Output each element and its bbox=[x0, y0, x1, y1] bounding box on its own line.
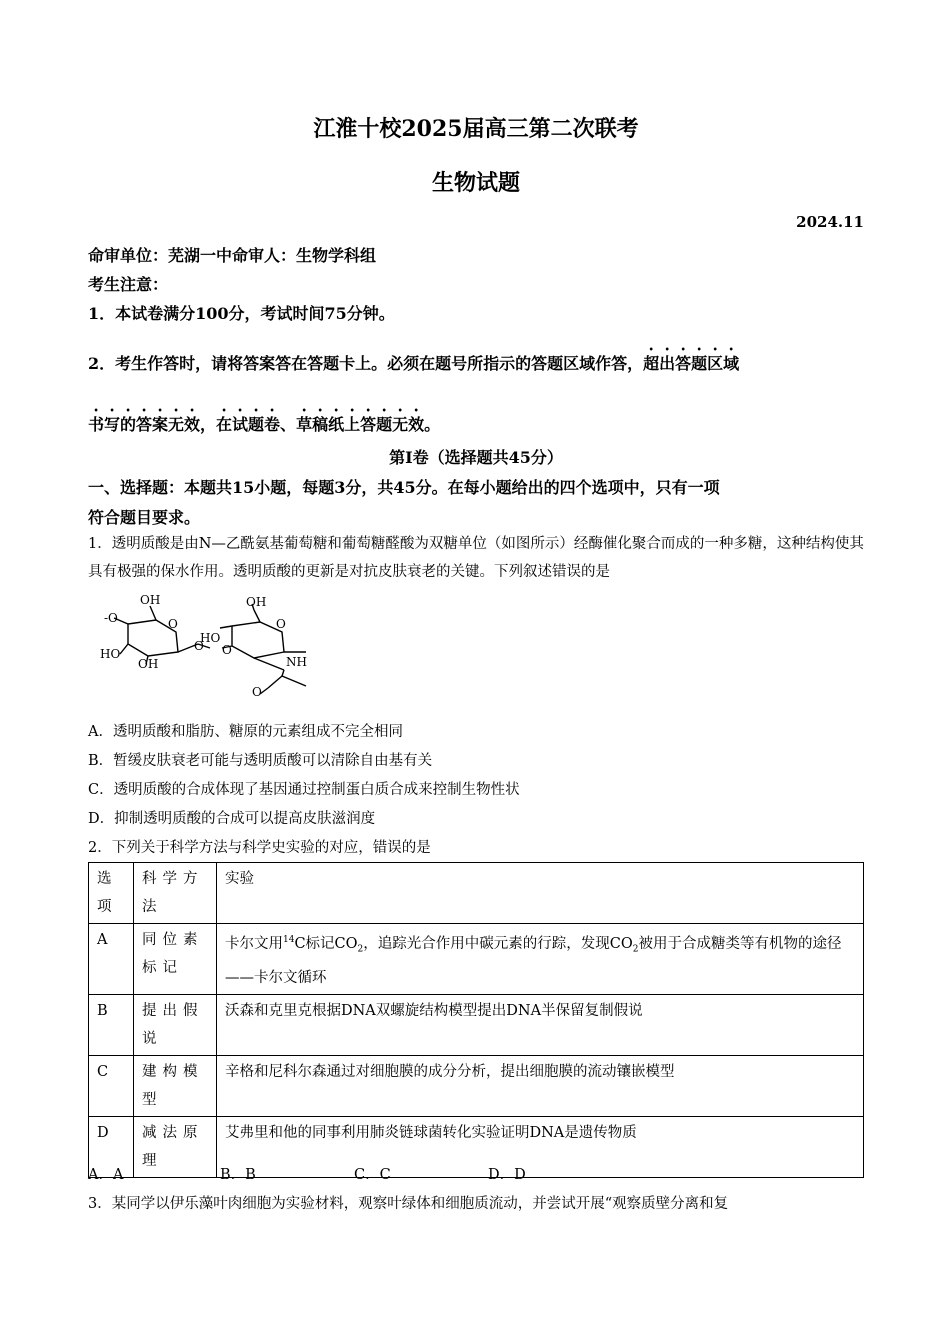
header-experiment: 实验 bbox=[217, 863, 864, 924]
notice-text: ， bbox=[200, 415, 217, 434]
notice-text: 、 bbox=[280, 415, 297, 434]
part1-instructions-2: 符合题目要求。 bbox=[88, 508, 201, 527]
table-row bbox=[89, 1055, 864, 1116]
notice-label: 考生注意： bbox=[88, 275, 169, 294]
row-experiment: 艾弗里和他的同事利用肺炎链球菌转化实验证明DNA是遗传物质 bbox=[217, 1116, 864, 1177]
notice-item-2-line1 bbox=[88, 344, 739, 374]
q1-option-c: C．透明质酸的合成体现了基因通过控制蛋白质合成来控制生物性状 bbox=[88, 782, 520, 798]
notice-item-2-line2 bbox=[88, 405, 440, 435]
hyaluronic-acid-structure bbox=[92, 592, 362, 702]
structure-label-nh: NH bbox=[286, 655, 307, 669]
emphasis-text: 草稿纸上答题无效 bbox=[296, 415, 425, 434]
q2-answer-b: B．B bbox=[220, 1167, 256, 1183]
table-row bbox=[89, 924, 864, 995]
exp-text: 卡尔文用 bbox=[225, 935, 283, 952]
emphasis-text: 在试题卷 bbox=[216, 415, 281, 434]
structure-label-oh: OH bbox=[140, 593, 161, 607]
q2-answer-d: D．D bbox=[488, 1167, 526, 1183]
table-header-row bbox=[89, 863, 864, 924]
q1-option-b: B．暂缓皮肤衰老可能与透明质酸可以清除自由基有关 bbox=[88, 753, 433, 769]
q2-table bbox=[88, 862, 864, 1178]
structure-label-ho: HO bbox=[200, 631, 221, 645]
exp-sub: 2 bbox=[632, 944, 639, 955]
exp-sub: 2 bbox=[357, 944, 364, 955]
header-option: 选项 bbox=[89, 863, 134, 924]
structure-label-ho: HO bbox=[100, 647, 121, 661]
structure-label-minus: - bbox=[104, 611, 109, 625]
q1-option-d: D．抑制透明质酸的合成可以提高皮肤滋润度 bbox=[88, 811, 376, 827]
header-method: 科学方法 bbox=[134, 863, 217, 924]
structure-label-bridge-o: O bbox=[194, 639, 204, 653]
structure-label-ring-o: O bbox=[168, 617, 178, 631]
exam-title: 江淮十校2025届高三第二次联考 bbox=[313, 116, 639, 142]
structure-label-o: O bbox=[108, 611, 118, 625]
exp-sup: 14 bbox=[283, 935, 295, 945]
emphasis-text: 书写的答案无效 bbox=[88, 415, 201, 434]
structure-label-oh: OH bbox=[246, 595, 267, 609]
row-experiment bbox=[217, 924, 864, 995]
exam-date: 2024.11 bbox=[796, 213, 864, 231]
structure-label-link-o: O bbox=[222, 643, 232, 657]
question-3-stem: 3．某同学以伊乐藻叶肉细胞为实验材料，观察叶绿体和细胞质流动，并尝试开展“观察质壁分离和复 bbox=[88, 1196, 729, 1212]
row-method: 减法原理 bbox=[134, 1116, 217, 1177]
row-method: 建构模型 bbox=[134, 1055, 217, 1116]
q2-answer-a: A．A bbox=[88, 1167, 124, 1183]
row-option: C bbox=[89, 1055, 134, 1116]
notice-text: 2．考生作答时，请将答案答在答题卡上。必须在题号所指示的答题区域作答， bbox=[88, 354, 644, 373]
volume-heading: 第I卷（选择题共45分） bbox=[389, 448, 563, 467]
exp-text: 被用于合成糖类等有机物的途径——卡尔文循环 bbox=[225, 935, 842, 986]
row-method: 提出假说 bbox=[134, 994, 217, 1055]
emphasis-text: 超出答题区域 bbox=[643, 354, 740, 373]
subject-title: 生物试题 bbox=[431, 170, 520, 196]
question-2-stem: 2．下列关于科学方法与科学史实验的对应，错误的是 bbox=[88, 840, 431, 856]
row-option: D bbox=[89, 1116, 134, 1177]
exp-text: ，追踪光合作用中碳元素的行踪，发现CO bbox=[363, 935, 633, 952]
structure-label-ring-o: O bbox=[276, 617, 286, 631]
row-experiment: 辛格和尼科尔森通过对细胞膜的成分分析，提出细胞膜的流动镶嵌模型 bbox=[217, 1055, 864, 1116]
row-option: B bbox=[89, 994, 134, 1055]
row-option: A bbox=[89, 924, 134, 995]
row-experiment: 沃森和克里克根据DNA双螺旋结构模型提出DNA半保留复制假说 bbox=[217, 994, 864, 1055]
row-method: 同位素标记 bbox=[134, 924, 217, 995]
compiler-line: 命审单位：芜湖一中命审人：生物学科组 bbox=[88, 246, 377, 265]
notice-item-1: 1．本试卷满分100分，考试时间75分钟。 bbox=[88, 304, 395, 323]
q2-answer-c: C．C bbox=[354, 1167, 391, 1183]
structure-label-carbonyl-o: O bbox=[252, 685, 262, 699]
notice-text: 。 bbox=[424, 415, 441, 434]
table-row bbox=[89, 1116, 864, 1177]
part1-instructions-1: 一、选择题：本题共15小题，每题3分，共45分。在每小题给出的四个选项中，只有一项 bbox=[88, 478, 720, 497]
exp-text: C标记CO bbox=[294, 935, 358, 952]
q1-option-a: A．透明质酸和脂肪、糖原的元素组成不完全相同 bbox=[88, 724, 403, 740]
structure-label-oh: OH bbox=[138, 657, 159, 671]
question-1-stem: 1．透明质酸是由N—乙酰氨基葡萄糖和葡萄糖醛酸为双糖单位（如图所示）经酶催化聚合而成的一种多糖，这种结构使其具有极强的保水作用。透明质酸的更新是对抗皮肤衰老的关键。下列叙述错误的是 bbox=[88, 536, 864, 580]
table-row bbox=[89, 994, 864, 1055]
